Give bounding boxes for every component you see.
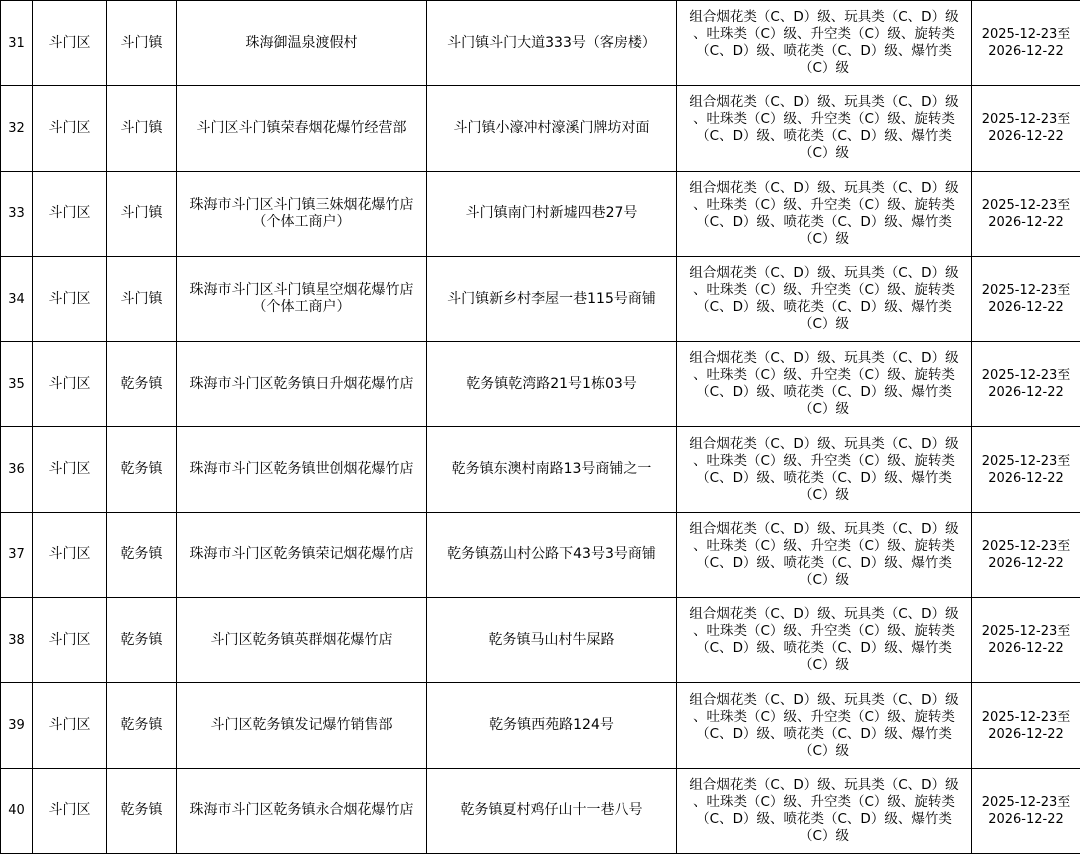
table-body — [1, 1, 1080, 854]
town-cell: 斗门镇 — [107, 171, 177, 256]
town-cell: 乾务镇 — [107, 512, 177, 597]
district-cell: 斗门区 — [33, 768, 107, 853]
address-cell: 乾务镇马山村牛屎路 — [427, 598, 677, 683]
business-name-cell — [177, 256, 427, 341]
business-name-cell-line: 斗门区斗门镇荣春烟花爆竹经营部 — [196, 119, 407, 136]
license-scope-cell-line: 组合烟花类（C、D）级、玩具类（C、D）级 — [689, 350, 959, 367]
validity-start: 2025-12-23至 — [981, 453, 1071, 469]
license-scope-cell — [677, 171, 972, 256]
license-scope-cell-line: 、吐珠类（C）级、升空类（C）级、旋转类 — [693, 196, 955, 213]
town-cell: 乾务镇 — [107, 427, 177, 512]
row-number: 40 — [1, 768, 33, 853]
license-scope-cell-line: （C）级 — [799, 742, 849, 759]
validity-end: 2026-12-22 — [988, 129, 1064, 145]
license-scope-cell-line: （C、D）级、喷花类（C、D）级、爆竹类 — [696, 725, 952, 742]
license-scope-cell-line: 组合烟花类（C、D）级、玩具类（C、D）级 — [689, 606, 959, 623]
table-row — [1, 768, 1080, 853]
table-row — [1, 86, 1080, 171]
validity-end: 2026-12-22 — [988, 214, 1064, 230]
address-cell: 斗门镇小濠冲村濠溪门牌坊对面 — [427, 86, 677, 171]
license-scope-cell — [677, 683, 972, 768]
town-cell: 斗门镇 — [107, 1, 177, 86]
validity-period-cell — [972, 598, 1080, 683]
row-number: 39 — [1, 683, 33, 768]
district-cell: 斗门区 — [33, 598, 107, 683]
license-scope-cell-line: 、吐珠类（C）级、升空类（C）级、旋转类 — [693, 452, 955, 469]
validity-period-cell — [972, 342, 1080, 427]
business-name-cell-line: 珠海市斗门区斗门镇星空烟花爆竹店 — [189, 282, 414, 299]
row-number: 36 — [1, 427, 33, 512]
town-cell: 斗门镇 — [107, 256, 177, 341]
license-scope-cell — [677, 1, 972, 86]
validity-start: 2025-12-23至 — [981, 283, 1071, 299]
validity-period-cell — [972, 683, 1080, 768]
license-scope-cell-line: （C、D）级、喷花类（C、D）级、爆竹类 — [696, 299, 952, 316]
district-cell: 斗门区 — [33, 256, 107, 341]
validity-start: 2025-12-23至 — [981, 112, 1071, 128]
table-row — [1, 256, 1080, 341]
license-scope-cell-line: （C、D）级、喷花类（C、D）级、爆竹类 — [696, 810, 952, 827]
district-cell: 斗门区 — [33, 342, 107, 427]
validity-start: 2025-12-23至 — [981, 709, 1071, 725]
license-scope-cell — [677, 86, 972, 171]
validity-period-cell — [972, 86, 1080, 171]
license-scope-cell-line: （C、D）级、喷花类（C、D）级、爆竹类 — [696, 469, 952, 486]
town-cell: 斗门镇 — [107, 86, 177, 171]
license-scope-cell-line: （C）级 — [799, 486, 849, 503]
validity-start: 2025-12-23至 — [981, 197, 1071, 213]
business-name-cell-line: 珠海市斗门区乾务镇日升烟花爆竹店 — [189, 375, 414, 392]
business-name-cell-line: 珠海御温泉渡假村 — [245, 34, 358, 51]
license-scope-cell-line: （C）级 — [799, 145, 849, 162]
license-scope-cell-line: 组合烟花类（C、D）级、玩具类（C、D）级 — [689, 9, 959, 26]
license-scope-cell-line: 、吐珠类（C）级、升空类（C）级、旋转类 — [693, 282, 955, 299]
license-scope-cell-line: 组合烟花类（C、D）级、玩具类（C、D）级 — [689, 691, 959, 708]
district-cell: 斗门区 — [33, 512, 107, 597]
town-cell: 乾务镇 — [107, 342, 177, 427]
license-scope-cell — [677, 598, 972, 683]
address-cell: 乾务镇乾湾路21号1栋03号 — [427, 342, 677, 427]
address-cell: 斗门镇新乡村李屋一巷115号商铺 — [427, 256, 677, 341]
business-name-cell-line: 珠海市斗门区斗门镇三妹烟花爆竹店 — [189, 196, 414, 213]
license-scope-cell-line: （C）级 — [799, 401, 849, 418]
address-cell: 斗门镇斗门大道333号（客房楼） — [427, 1, 677, 86]
validity-end: 2026-12-22 — [988, 470, 1064, 486]
validity-start: 2025-12-23至 — [981, 27, 1071, 43]
license-scope-cell-line: 、吐珠类（C）级、升空类（C）级、旋转类 — [693, 111, 955, 128]
row-number: 33 — [1, 171, 33, 256]
address-cell: 斗门镇南门村新墟四巷27号 — [427, 171, 677, 256]
validity-end: 2026-12-22 — [988, 385, 1064, 401]
license-scope-cell-line: （C、D）级、喷花类（C、D）级、爆竹类 — [696, 128, 952, 145]
business-name-cell — [177, 683, 427, 768]
town-cell: 乾务镇 — [107, 598, 177, 683]
address-cell: 乾务镇西苑路124号 — [427, 683, 677, 768]
license-scope-cell — [677, 256, 972, 341]
table-row — [1, 598, 1080, 683]
row-number: 31 — [1, 1, 33, 86]
license-scope-cell-line: 组合烟花类（C、D）级、玩具类（C、D）级 — [689, 179, 959, 196]
license-scope-cell-line: （C）级 — [799, 60, 849, 77]
license-scope-cell-line: 、吐珠类（C）级、升空类（C）级、旋转类 — [693, 26, 955, 43]
business-name-cell — [177, 768, 427, 853]
business-name-cell — [177, 512, 427, 597]
row-number: 38 — [1, 598, 33, 683]
validity-end: 2026-12-22 — [988, 726, 1064, 742]
table-row — [1, 512, 1080, 597]
business-name-cell-line: （个体工商户） — [252, 299, 351, 316]
table-row — [1, 1, 1080, 86]
row-number: 37 — [1, 512, 33, 597]
license-scope-cell-line: 组合烟花类（C、D）级、玩具类（C、D）级 — [689, 776, 959, 793]
validity-start: 2025-12-23至 — [981, 538, 1071, 554]
validity-period-cell — [972, 512, 1080, 597]
license-scope-cell-line: 、吐珠类（C）级、升空类（C）级、旋转类 — [693, 793, 955, 810]
license-scope-cell-line: 、吐珠类（C）级、升空类（C）级、旋转类 — [693, 537, 955, 554]
validity-end: 2026-12-22 — [988, 300, 1064, 316]
town-cell: 乾务镇 — [107, 768, 177, 853]
license-scope-cell-line: （C）级 — [799, 316, 849, 333]
row-number: 32 — [1, 86, 33, 171]
license-scope-cell-line: （C、D）级、喷花类（C、D）级、爆竹类 — [696, 384, 952, 401]
license-scope-cell-line: 组合烟花类（C、D）级、玩具类（C、D）级 — [689, 94, 959, 111]
business-name-cell — [177, 598, 427, 683]
district-cell: 斗门区 — [33, 683, 107, 768]
license-scope-cell-line: 组合烟花类（C、D）级、玩具类（C、D）级 — [689, 265, 959, 282]
district-cell: 斗门区 — [33, 427, 107, 512]
business-name-cell — [177, 86, 427, 171]
business-name-cell-line: 珠海市斗门区乾务镇永合烟花爆竹店 — [189, 802, 414, 819]
table-row — [1, 342, 1080, 427]
address-cell: 乾务镇夏村鸡仔山十一巷八号 — [427, 768, 677, 853]
license-scope-cell-line: （C）级 — [799, 827, 849, 844]
license-scope-cell-line: （C、D）级、喷花类（C、D）级、爆竹类 — [696, 554, 952, 571]
row-number: 34 — [1, 256, 33, 341]
license-scope-cell-line: （C、D）级、喷花类（C、D）级、爆竹类 — [696, 640, 952, 657]
district-cell: 斗门区 — [33, 171, 107, 256]
license-scope-cell-line: 组合烟花类（C、D）级、玩具类（C、D）级 — [689, 435, 959, 452]
license-scope-cell-line: （C、D）级、喷花类（C、D）级、爆竹类 — [696, 43, 952, 60]
license-scope-cell-line: （C）级 — [799, 230, 849, 247]
license-scope-cell-line: （C、D）级、喷花类（C、D）级、爆竹类 — [696, 213, 952, 230]
validity-end: 2026-12-22 — [988, 44, 1064, 60]
validity-period-cell — [972, 256, 1080, 341]
license-scope-cell — [677, 512, 972, 597]
table-row — [1, 171, 1080, 256]
table-row — [1, 427, 1080, 512]
license-scope-cell-line: 、吐珠类（C）级、升空类（C）级、旋转类 — [693, 623, 955, 640]
validity-start: 2025-12-23至 — [981, 624, 1071, 640]
district-cell: 斗门区 — [33, 1, 107, 86]
license-scope-cell — [677, 342, 972, 427]
business-name-cell-line: 斗门区乾务镇发记爆竹销售部 — [210, 717, 393, 734]
business-name-cell-line: 珠海市斗门区乾务镇世创烟花爆竹店 — [189, 461, 414, 478]
license-scope-cell-line: 、吐珠类（C）级、升空类（C）级、旋转类 — [693, 367, 955, 384]
business-name-cell — [177, 1, 427, 86]
address-cell: 乾务镇荔山村公路下43号3号商铺 — [427, 512, 677, 597]
town-cell: 乾务镇 — [107, 683, 177, 768]
business-name-cell-line: 斗门区乾务镇英群烟花爆竹店 — [210, 631, 393, 648]
validity-period-cell — [972, 171, 1080, 256]
validity-start: 2025-12-23至 — [981, 368, 1071, 384]
business-name-cell-line: 珠海市斗门区乾务镇荣记烟花爆竹店 — [189, 546, 414, 563]
address-cell: 乾务镇东澳村南路13号商铺之一 — [427, 427, 677, 512]
license-scope-cell-line: （C）级 — [799, 657, 849, 674]
district-cell: 斗门区 — [33, 86, 107, 171]
table-row — [1, 683, 1080, 768]
validity-end: 2026-12-22 — [988, 555, 1064, 571]
business-name-cell-line: （个体工商户） — [252, 213, 351, 230]
validity-end: 2026-12-22 — [988, 641, 1064, 657]
business-name-cell — [177, 427, 427, 512]
validity-period-cell — [972, 427, 1080, 512]
license-scope-cell-line: 组合烟花类（C、D）级、玩具类（C、D）级 — [689, 520, 959, 537]
validity-end: 2026-12-22 — [988, 811, 1064, 827]
license-scope-cell — [677, 427, 972, 512]
business-name-cell — [177, 342, 427, 427]
license-scope-cell-line: 、吐珠类（C）级、升空类（C）级、旋转类 — [693, 708, 955, 725]
business-name-cell — [177, 171, 427, 256]
validity-start: 2025-12-23至 — [981, 794, 1071, 810]
validity-period-cell — [972, 1, 1080, 86]
license-scope-cell — [677, 768, 972, 853]
validity-period-cell — [972, 768, 1080, 853]
row-number: 35 — [1, 342, 33, 427]
license-scope-cell-line: （C）级 — [799, 571, 849, 588]
